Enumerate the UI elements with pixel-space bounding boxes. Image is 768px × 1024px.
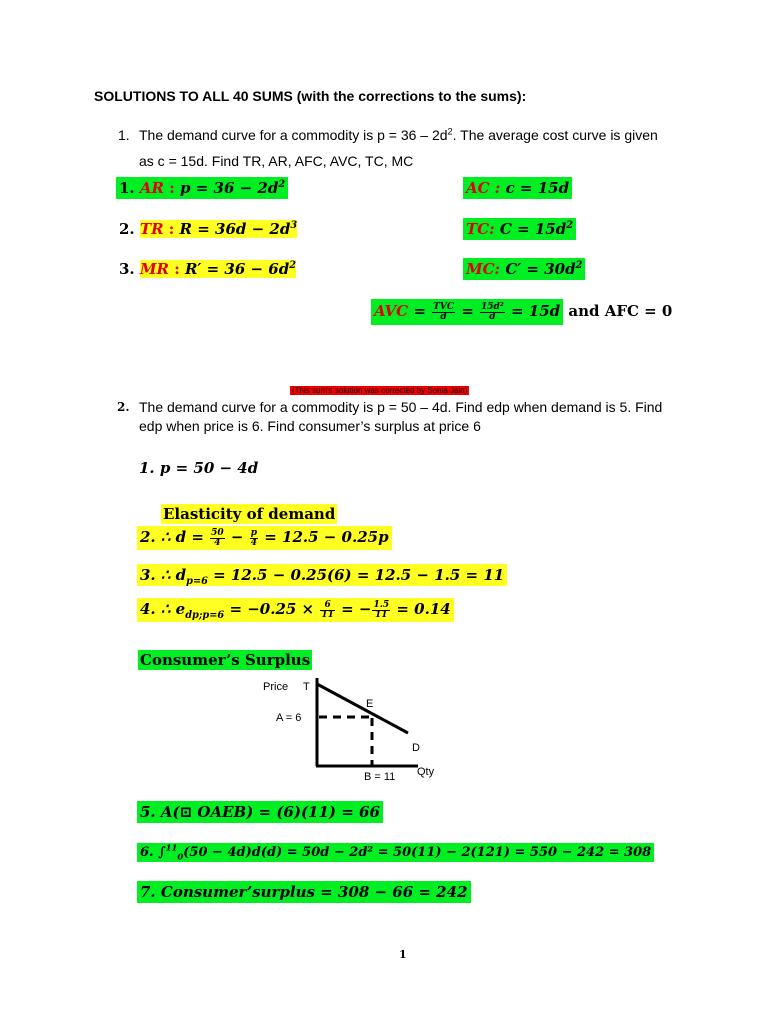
- graph-price-label: Price: [263, 681, 289, 693]
- q1-avc-afc: [371, 299, 672, 325]
- graph-d-label: D: [412, 742, 420, 754]
- q2-step4: 4. ∴ $e_{dp;p=6} = -0.25$ × $\frac{6}{11}$ = − $\frac{1.5}{11}$ = 0.14: [137, 598, 454, 622]
- q1-mr-equation: 3. MR : $R' = 36 - 6d^2$: [119, 260, 297, 278]
- q1-mc-equation: MC: $C' = 30d^2$: [463, 258, 585, 280]
- elasticity-title: Elasticity of demand: [163, 505, 336, 523]
- graph-t-label: T: [303, 681, 310, 693]
- q1-ar-equation: 1. AR : $p = 36 - 2d^2$: [116, 177, 288, 199]
- q2-statement-line1: The demand curve for a commodity is p = 50 – 4d. Find edp when demand is 5. Find: [139, 399, 663, 415]
- q1-number: 1.: [118, 127, 130, 143]
- q1-statement-line1: The demand curve for a commodity is $p = 36 - 2d^2$. The average cost curve is given: [139, 126, 658, 143]
- correction-note: (This sum's solution was corrected by Sonia Jain): [292, 386, 468, 395]
- q2-step6: 6. ∫$^{11}_0$(50 − 4d)d(d) = 50d − 2d² = 50(11) − 2(121) = 550 − 242 = 308: [137, 843, 654, 862]
- graph-b-label: B = 11: [364, 771, 396, 783]
- q1-avc-equation: AVC = $\frac{\text{TVC}}{d}$ = $\frac{\text{15d²}}{d}$ = 15d: [371, 299, 563, 325]
- graph-e-label: E: [366, 698, 374, 710]
- q2-step1: 1. p = 50 − 4d: [139, 459, 259, 477]
- graph-a-label: A = 6: [276, 712, 302, 724]
- q1-afc-text: and AFC = 0: [563, 302, 673, 320]
- q2-step5: 5. A(⊡ OAEB) = (6)(11) = 66: [137, 801, 383, 823]
- q2-statement-line2: edp when price is 6. Find consumer’s surplus at price 6: [139, 418, 481, 434]
- consumer-surplus-title: Consumer’s Surplus: [140, 651, 311, 669]
- q2-step3: 3. ∴ $d_{p=6} = 12.5 - 0.25(6) = 12.5 - 1.5 = 11$: [137, 564, 507, 586]
- page-heading: SOLUTIONS TO ALL 40 SUMS (with the corrections to the sums):: [94, 88, 527, 104]
- page-number: 1: [399, 948, 407, 961]
- demand-line: [317, 684, 408, 733]
- q1-ac-equation: AC : c = 15d: [463, 177, 572, 199]
- q1-tr-equation: 2. TR : $R = 36d - 2d^3$: [119, 220, 298, 238]
- q1-statement-line2: as c = 15d. Find TR, AR, AFC, AVC, TC, MC: [139, 153, 414, 169]
- graph-qty-label: Qty: [417, 766, 435, 778]
- q1-tc-equation: TC: $C = 15d^2$: [463, 218, 576, 240]
- q2-step7: 7. Consumer’surplus = 308 − 66 = 242: [137, 881, 471, 903]
- q2-number: 2.: [117, 400, 130, 414]
- q2-step2: 2. ∴ d = $\frac{50}{4}$ − $\frac{p}{4}$ = 12.5 − 0.25p: [137, 526, 392, 550]
